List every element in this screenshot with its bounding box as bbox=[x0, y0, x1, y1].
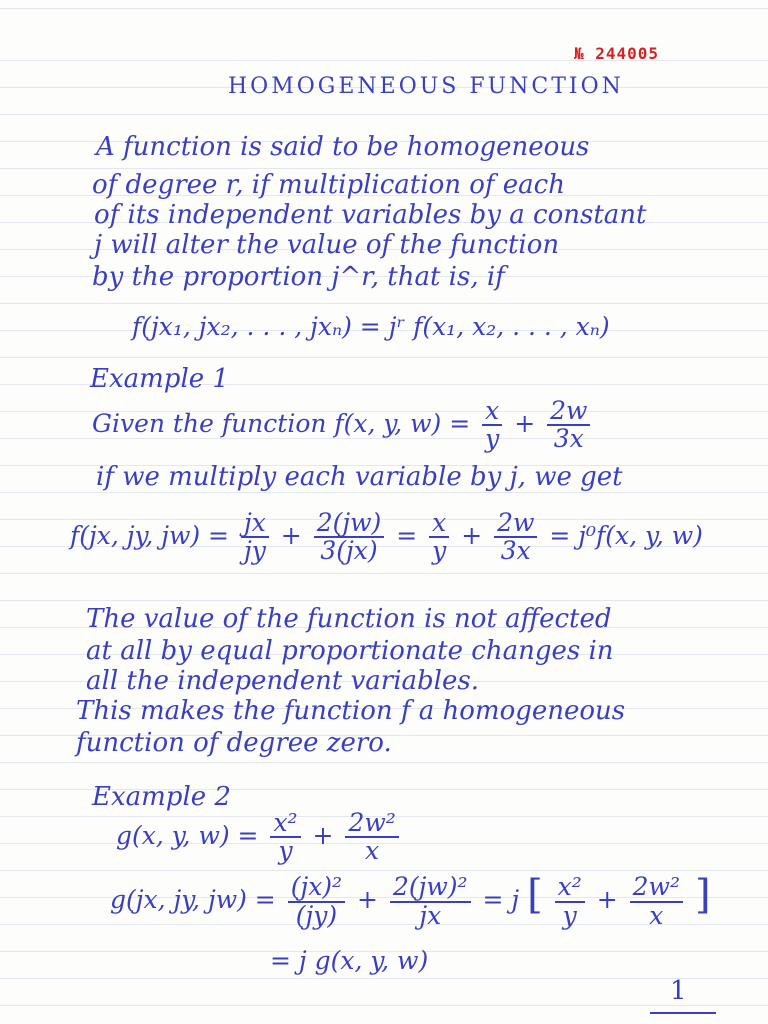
derivation-fraction-3-denominator: y bbox=[432, 536, 447, 566]
derivation-equals: = bbox=[396, 520, 418, 550]
gj-lhs: g(jx, jy, jw) = bbox=[110, 885, 276, 914]
definition-line-2: of degree r, if multiplication of each bbox=[92, 170, 565, 200]
g-fraction-1-denominator: y bbox=[278, 836, 293, 866]
bracket-open: [ bbox=[527, 872, 543, 918]
gj-fraction-1-numerator: (jx)² bbox=[288, 874, 345, 902]
derivation-fraction-4-denominator: 3x bbox=[500, 536, 531, 566]
gj-fraction-1 bbox=[288, 874, 345, 929]
bracket-fraction-2-numerator: 2w² bbox=[630, 874, 683, 902]
conclusion-line-2: at all by equal proportionate changes in bbox=[86, 636, 614, 666]
definition-equation: f(jx₁, jx₂, . . . , jxₙ) = jʳ f(x₁, x₂, . . . , xₙ) bbox=[132, 312, 610, 341]
example-1-heading: Example 1 bbox=[90, 364, 229, 394]
derivation-fraction-2-denominator: 3(jx) bbox=[320, 536, 378, 566]
g-fraction-2 bbox=[345, 810, 398, 865]
derivation-fraction-1-denominator: jy bbox=[243, 536, 266, 566]
definition-line-3: of its independent variables by a constant bbox=[94, 200, 647, 230]
page-number: 1 bbox=[670, 976, 687, 1006]
g-plus: + bbox=[312, 820, 334, 850]
bracket-close: ] bbox=[694, 872, 711, 918]
bracket-fraction-1 bbox=[555, 874, 585, 929]
bracket-fraction-1-denominator: y bbox=[562, 900, 577, 930]
page-number-underline bbox=[650, 1012, 716, 1014]
g-fraction-1-numerator: x² bbox=[270, 810, 300, 838]
bracket-fraction-2-denominator: x bbox=[649, 900, 664, 930]
derivation-fraction-2 bbox=[314, 510, 385, 565]
gj-fraction-2 bbox=[390, 874, 471, 929]
gj-fraction-2-numerator: 2(jw)² bbox=[390, 874, 471, 902]
gj-equals-j: = j bbox=[482, 885, 520, 914]
definition-line-5: by the proportion j^r, that is, if bbox=[92, 262, 505, 292]
conclusion-line-4: This makes the function f a homogeneous bbox=[76, 696, 626, 726]
derivation-fraction-1 bbox=[241, 510, 269, 565]
bracket-plus: + bbox=[596, 885, 618, 914]
given-fraction-1-numerator: x bbox=[482, 398, 502, 426]
conclusion-line-1: The value of the function is not affected bbox=[86, 604, 612, 634]
derivation-fraction-4 bbox=[494, 510, 537, 565]
derivation-fraction-2-numerator: 2(jw) bbox=[314, 510, 385, 538]
g-fraction-2-numerator: 2w² bbox=[345, 810, 398, 838]
gj-fraction-2-denominator: jx bbox=[419, 900, 442, 930]
conclusion-line-3: all the independent variables. bbox=[86, 666, 479, 696]
derivation-plus-2: + bbox=[461, 520, 483, 550]
bracket-fraction-2 bbox=[630, 874, 683, 929]
g-lhs: g(x, y, w) = bbox=[116, 820, 259, 850]
given-fraction-1 bbox=[482, 398, 502, 453]
example-2-derivation bbox=[110, 872, 711, 929]
serial-number: № 244005 bbox=[574, 44, 660, 63]
example-2-definition bbox=[116, 810, 403, 865]
bracket-fraction-1-numerator: x² bbox=[555, 874, 585, 902]
example-1-given bbox=[92, 398, 594, 453]
derivation-fraction-4-numerator: 2w bbox=[494, 510, 537, 538]
given-plus: + bbox=[514, 408, 536, 438]
given-fraction-2-denominator: 3x bbox=[553, 424, 584, 454]
derivation-fraction-1-numerator: jx bbox=[241, 510, 269, 538]
definition-line-4: j will alter the value of the function bbox=[94, 230, 560, 260]
g-fraction-2-denominator: x bbox=[365, 836, 380, 866]
definition-line-1: A function is said to be homogeneous bbox=[96, 132, 590, 162]
example-1-derivation bbox=[70, 510, 703, 565]
conclusion-line-5: function of degree zero. bbox=[76, 728, 392, 758]
derivation-tail: = j⁰f(x, y, w) bbox=[549, 520, 703, 550]
given-fraction-2-numerator: 2w bbox=[547, 398, 590, 426]
derivation-fraction-3 bbox=[429, 510, 449, 565]
given-prefix: Given the function f(x, y, w) = bbox=[92, 408, 471, 438]
gj-fraction-1-denominator: (jy) bbox=[295, 900, 338, 930]
given-fraction-1-denominator: y bbox=[485, 424, 500, 454]
given-fraction-2 bbox=[547, 398, 590, 453]
derivation-lhs: f(jx, jy, jw) = bbox=[70, 520, 229, 550]
derivation-plus-1: + bbox=[280, 520, 302, 550]
page-title: HOMOGENEOUS FUNCTION bbox=[228, 74, 624, 99]
g-fraction-1 bbox=[270, 810, 300, 865]
derivation-fraction-3-numerator: x bbox=[429, 510, 449, 538]
example-2-result: = j g(x, y, w) bbox=[270, 946, 429, 975]
example-2-heading: Example 2 bbox=[92, 782, 231, 812]
example-1-multiply-line: if we multiply each variable by j, we get bbox=[96, 462, 623, 492]
gj-plus: + bbox=[357, 885, 378, 914]
